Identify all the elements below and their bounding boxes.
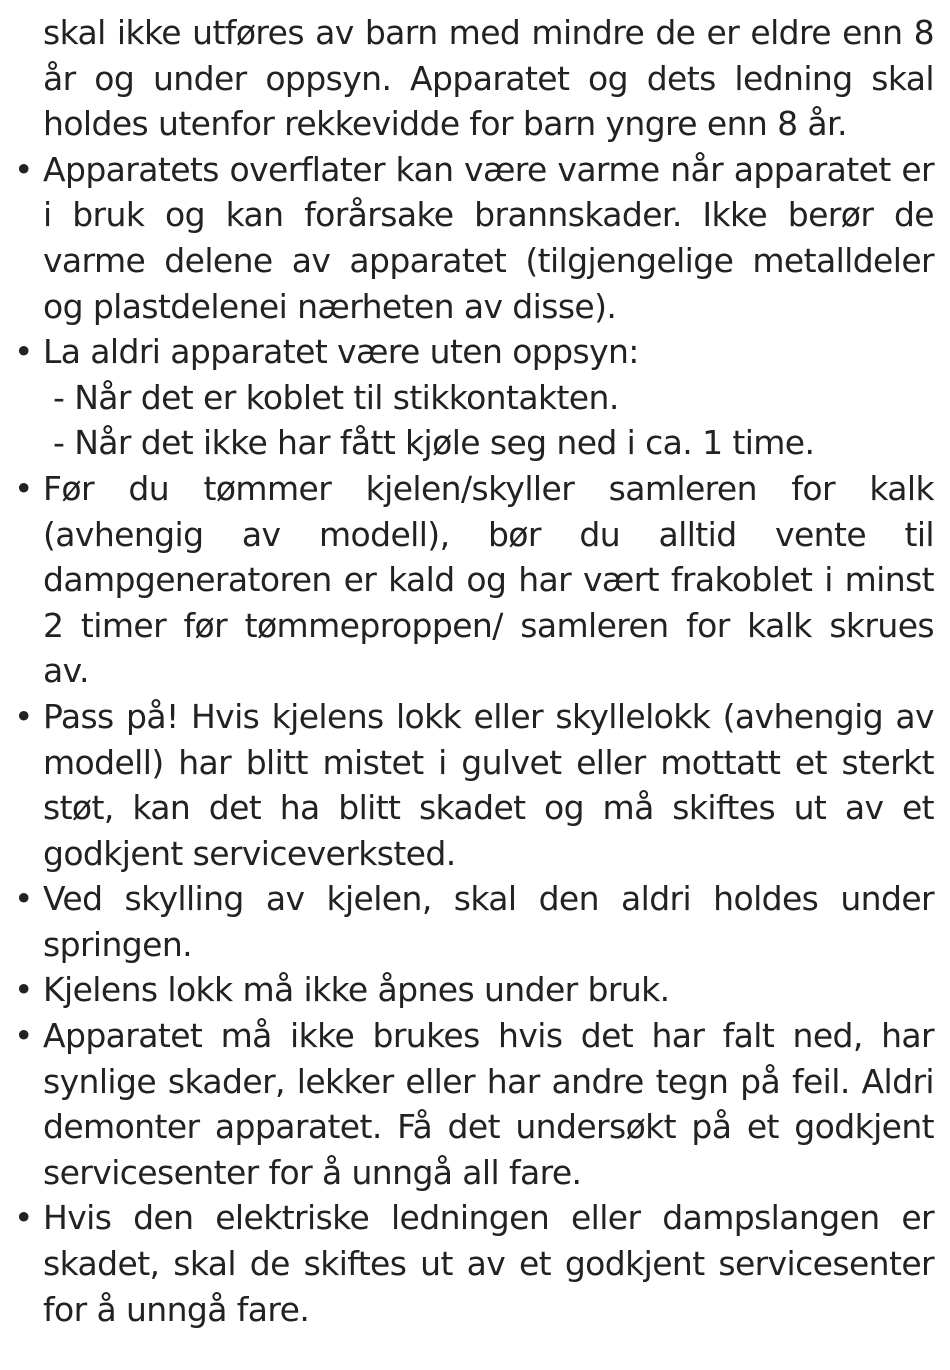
bullet-icon: • xyxy=(14,1016,33,1056)
intro-paragraph: skal ikke utføres av barn med mindre de er eldre enn 8 år og under oppsyn. Apparatet og dets ledning skal holdes utenfor rekkevidde for barn yngre enn 8 år. xyxy=(43,13,934,144)
list-item-text: La aldri apparatet være uten oppsyn: xyxy=(43,332,639,372)
bullet-icon: • xyxy=(14,1198,33,1238)
list-item-text: Apparatet må ikke brukes hvis det har falt ned, har synlige skader, lekker eller har andre tegn på feil. Aldri demonter apparatet. Få det undersøkt på et godkjent servicesenter for å unngå all fare. xyxy=(43,1016,934,1192)
sub-list-item: - Når det er koblet til stikkontakten. xyxy=(53,377,619,417)
safety-instructions-page xyxy=(12,10,934,1332)
bullet-icon: • xyxy=(14,332,33,372)
list-item xyxy=(12,967,934,1013)
list-item-text: Hvis den elektriske ledningen eller dampslangen er skadet, skal de skiftes ut av et godkjent servicesenter for å unngå fare. xyxy=(43,1198,934,1329)
list-item xyxy=(12,694,934,876)
sub-list-item: - Når det ikke har fått kjøle seg ned i ca. 1 time. xyxy=(53,423,815,463)
list-item-text: Apparatets overflater kan være varme når apparatet er i bruk og kan forårsake brannskader. Ikke berør de varme delene av apparatet (tilgjengelige metalldeler og plastdelenei nærheten av disse). xyxy=(43,149,934,326)
list-item xyxy=(12,147,934,329)
bullet-icon: • xyxy=(14,149,33,189)
bullet-icon: • xyxy=(14,696,33,736)
list-item xyxy=(12,466,934,694)
list-item-text: Kjelens lokk må ikke åpnes under bruk. xyxy=(43,970,670,1010)
list-item-text: Før du tømmer kjelen/skyller samleren for kalk (avhengig av modell), bør du alltid vente til dampgeneratoren er kald og har vært frakoblet i minst 2 timer før tømmeproppen/ samleren for kalk skrues av. xyxy=(43,468,934,691)
list-item-text: Ved skylling av kjelen, skal den aldri holdes under springen. xyxy=(43,879,934,964)
list-item xyxy=(12,876,934,967)
bullet-icon: • xyxy=(14,970,33,1010)
list-item-text: Pass på! Hvis kjelens lokk eller skyllelokk (avhengig av modell) har blitt mistet i gulvet eller mottatt et sterkt støt, kan det ha blitt skadet og må skiftes ut av et godkjent serviceverksted. xyxy=(43,696,934,873)
list-item xyxy=(12,1195,934,1332)
bullet-icon: • xyxy=(14,879,33,919)
list-item xyxy=(12,329,934,375)
bullet-icon: • xyxy=(14,468,33,508)
list-item xyxy=(12,1013,934,1195)
